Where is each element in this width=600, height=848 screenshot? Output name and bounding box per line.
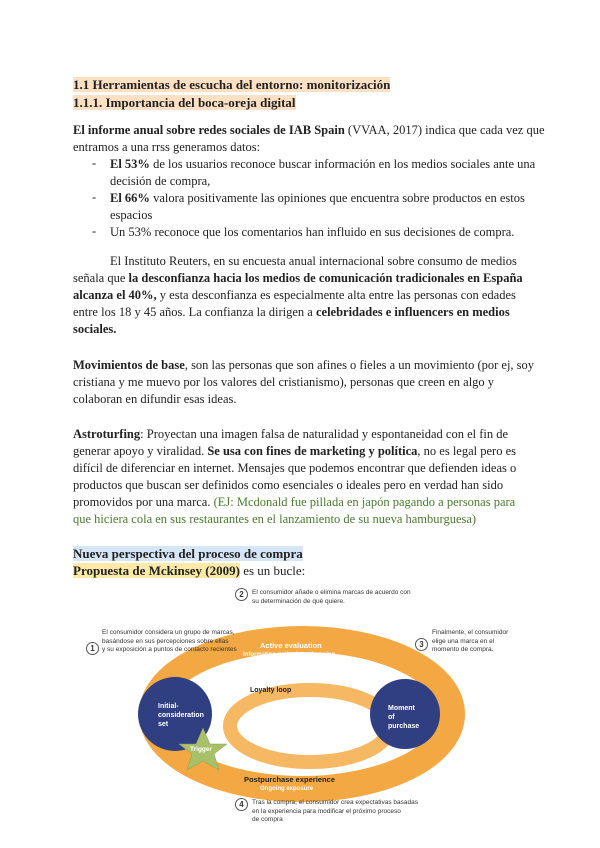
bullet-1-line2: decisión de compra,	[110, 174, 211, 188]
postpurchase-sub: Ongoing exposure	[260, 786, 314, 792]
para4-line1	[73, 426, 508, 443]
step-1-number: 1	[86, 642, 99, 655]
step-4-l2: en la experiencia para modificar el próximo proceso	[252, 807, 401, 815]
section-heading	[73, 76, 390, 93]
bullet-dash: -	[92, 224, 97, 238]
para3-bold: Movimientos de base	[73, 358, 185, 372]
para1-line2: entramos a una rrss generamos datos:	[73, 140, 261, 154]
bullet-1-line1	[110, 156, 535, 173]
bullet-2-line1	[110, 190, 525, 207]
consumer-decision-journey-diagram	[70, 586, 540, 841]
para2-line3	[73, 287, 516, 304]
step-1-text	[102, 629, 237, 655]
step-1-l3: y su exposición a puntos de contacto recientes	[102, 646, 237, 653]
mckinsey-label: Propuesta de Mckinsey (2009)	[73, 563, 240, 578]
initial-l3: set	[158, 721, 169, 728]
para2-line5: sociales.	[73, 322, 117, 336]
step-3-l3: momento de compra.	[432, 646, 494, 653]
para3-line1	[73, 357, 534, 374]
step-4-l1: Tras la compra, el consumidor crea expectativas basadas	[252, 799, 418, 806]
para1-bold: El informe anual sobre redes sociales de IAB Spain	[73, 123, 345, 137]
subsection-heading	[73, 94, 296, 111]
step-2-number: 2	[235, 588, 248, 601]
para4-example: (EJ: Mcdonald fue pillada en japón pagando a personas para	[213, 495, 516, 509]
para2-line2	[73, 270, 523, 287]
step-3-number: 3	[415, 638, 428, 651]
step-1-l1: El consumidor considera un grupo de marcas,	[102, 629, 235, 636]
para4-bold: Astroturfing	[73, 427, 141, 441]
bullet-1-bold: El 53%	[110, 157, 150, 171]
para4-l2c: , no es legal pero es	[417, 444, 516, 458]
initial-l2: consideration	[158, 712, 204, 719]
loyalty-loop	[230, 690, 390, 762]
para4-line2	[73, 443, 516, 460]
bullet-1-text: de los usuarios reconoce buscar información en los medios sociales ante una	[149, 157, 536, 171]
heading-2: 1.1.1. Importancia del boca-oreja digital	[73, 95, 296, 110]
step-3-l1: Finalmente, el consumidor	[432, 629, 509, 636]
step-4-text	[252, 799, 418, 825]
para2-line1: El Instituto Reuters, en su encuesta anual internacional sobre consumo de medios	[110, 254, 517, 268]
moment-l2: of	[388, 714, 395, 721]
para4-line4: productos que buscan ser definidos como esenciales o ideales pero en verdad han sido	[73, 478, 504, 492]
bullet-2-line2: espacios	[110, 208, 153, 222]
para4-line3: difícil de diferenciar en internet. Mensajes que podemos encontrar que defienden ideas o	[73, 461, 517, 475]
step-2-l2: su determinación de qué quiere.	[252, 597, 345, 605]
moment-of-purchase-label	[388, 704, 419, 731]
para2-l2a: señala que	[73, 271, 129, 285]
para4-line6: que hiciera cola en sus restaurantes en el lanzamiento de su nueva hamburguesa)	[73, 512, 477, 526]
para4-line5	[73, 494, 515, 511]
para4-l2a: generar apoyo y viralidad.	[73, 444, 208, 458]
section2-heading-text: Nueva perspectiva del proceso de compra	[73, 546, 303, 561]
heading-1: 1.1 Herramientas de escucha del entorno: monitorización	[73, 77, 391, 92]
trigger-label: Trigger	[190, 746, 213, 753]
step-4-l3: de compra	[252, 816, 283, 823]
para4-l1: : Proyectan una imagen falsa de naturalidad y espontaneidad con el fin de	[140, 427, 509, 441]
para1-line1	[73, 122, 545, 139]
active-evaluation-sub: Information gathering, shopping	[243, 652, 336, 658]
section2-subheading	[73, 562, 305, 579]
para1-rest: (VVAA, 2017) indica que cada vez que	[344, 123, 545, 137]
para2-line4	[73, 304, 510, 321]
para3-l1: , son las personas que son afines o fieles a un movimiento (por ej, soy	[184, 358, 535, 372]
initial-consideration-label	[158, 702, 204, 729]
bullet-2-bold: El 66%	[110, 191, 150, 205]
para2-l4a: entre los 18 y 45 años. La confianza la dirigen a	[73, 305, 316, 319]
step-3-l2: elige una marca en el	[432, 637, 495, 645]
para3-line2: cristiana y me muevo por los valores del cristianismo), personas que creen en algo y	[73, 375, 495, 389]
step-4-number: 4	[235, 798, 248, 811]
moment-l3: purchase	[388, 723, 420, 730]
para3-line3: colaboran en difundir esas ideas.	[73, 392, 237, 406]
step-2-l1: El consumidor añade o elimina marcas de acuerdo con	[252, 589, 411, 596]
para2-l2b: la desconfianza hacia los medios de comunicación tradicionales en España	[128, 271, 523, 285]
moment-l1: Moment	[388, 705, 415, 712]
para4-l5a: promovidos por una marca.	[73, 495, 214, 509]
para2-l3b: y esta desconfianza es especialmente alta entre las personas con edades	[156, 288, 516, 302]
initial-l1: Initial-	[158, 703, 179, 710]
bullet-3-line1: Un 53% reconoce que los comentarios han influido en sus decisiones de compra.	[110, 225, 515, 239]
mckinsey-rest: es un bucle:	[239, 563, 306, 578]
step-3-text	[432, 629, 508, 655]
step-2-text	[252, 589, 411, 606]
section2-heading	[73, 545, 303, 562]
bullet-2-text: valora positivamente las opiniones que encuentra sobre productos en estos	[149, 191, 525, 205]
para4-l2b: Se usa con fines de marketing y política	[207, 444, 418, 458]
postpurchase-title: Postpurchase experience	[244, 775, 335, 784]
bullet-dash: -	[92, 190, 97, 204]
step-1-l2: basándose en sus percepciones sobre ellas	[102, 637, 229, 645]
bullet-dash: -	[92, 156, 97, 170]
active-evaluation-title: Active evaluation	[260, 641, 322, 650]
para2-l3a: alcanza el 40%,	[73, 288, 157, 302]
para2-l4b: celebridades e influencers en medios	[315, 305, 510, 319]
loyalty-loop-label: Loyalty loop	[250, 687, 292, 694]
